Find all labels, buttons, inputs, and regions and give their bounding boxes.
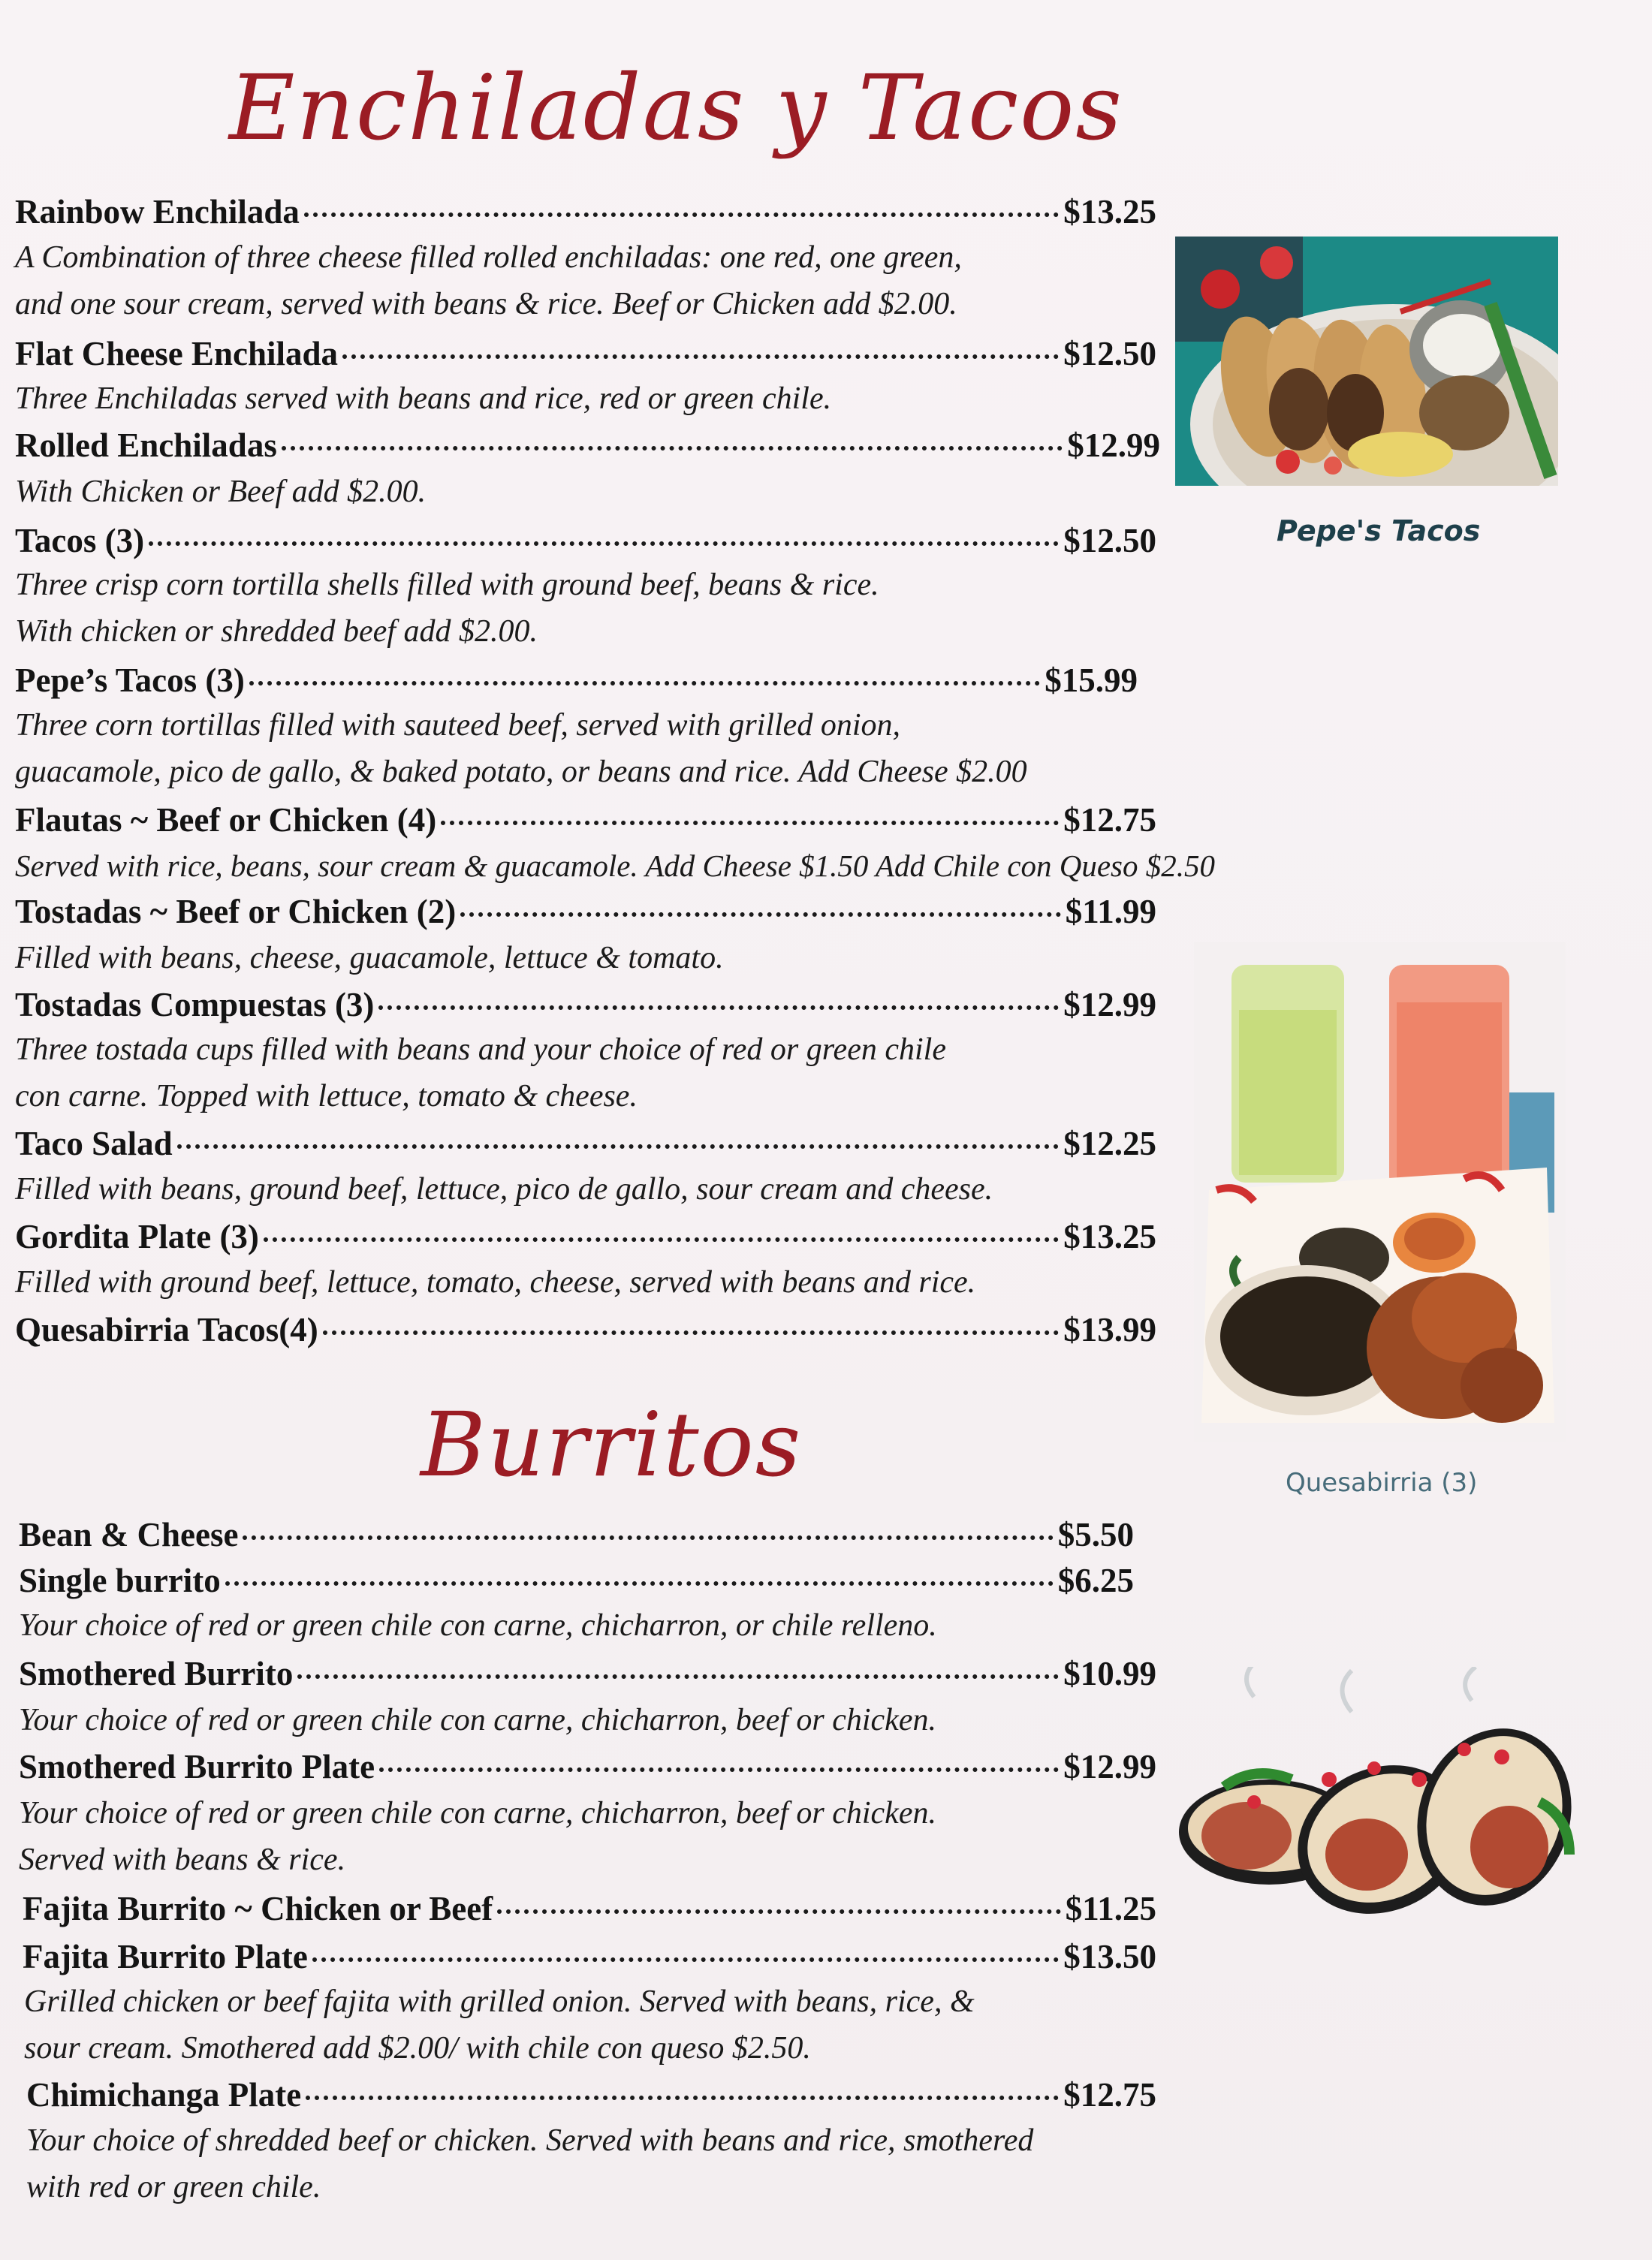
item-price: $12.99 bbox=[1067, 426, 1160, 464]
quesabirria-photo bbox=[1194, 942, 1566, 1442]
menu-item-fajita-burrito-plate bbox=[23, 1936, 1156, 1978]
item-price: $12.99 bbox=[1063, 1748, 1156, 1785]
leader-dots bbox=[497, 1909, 1060, 1914]
section-title-enchiladas: Enchiladas y Tacos bbox=[229, 56, 1123, 161]
menu-item-pepes-tacos bbox=[15, 659, 1138, 701]
item-price: $6.25 bbox=[1057, 1562, 1134, 1599]
item-description: With Chicken or Beef add $2.00. bbox=[15, 475, 427, 509]
leader-dots bbox=[225, 1581, 1054, 1586]
burritos-illustration bbox=[1179, 1667, 1581, 1930]
menu-item-rolled-enchiladas bbox=[15, 424, 1160, 466]
leader-dots bbox=[441, 821, 1059, 825]
item-description: Three corn tortillas filled with sauteed beef, served with grilled onion, bbox=[15, 708, 900, 743]
item-price: $15.99 bbox=[1045, 661, 1138, 699]
item-name: Flautas ~ Beef or Chicken (4) bbox=[15, 801, 437, 839]
item-description: Your choice of shredded beef or chicken. Served with beans and rice, smothered bbox=[26, 2123, 1034, 2158]
menu-item-tacos bbox=[15, 520, 1156, 562]
leader-dots bbox=[460, 912, 1061, 917]
item-name: Single burrito bbox=[19, 1562, 221, 1599]
item-name: Pepe’s Tacos (3) bbox=[15, 661, 245, 699]
quesabirria-illustration bbox=[1194, 942, 1566, 1442]
leader-dots bbox=[149, 541, 1059, 546]
menu-item-quesabirria-tacos bbox=[15, 1309, 1156, 1351]
item-description: and one sour cream, served with beans & rice. Beef or Chicken add $2.00. bbox=[15, 287, 957, 321]
item-name: Chimichanga Plate bbox=[26, 2076, 302, 2114]
item-price: $12.75 bbox=[1063, 801, 1156, 839]
item-name: Rainbow Enchilada bbox=[15, 193, 300, 231]
item-price: $12.99 bbox=[1063, 986, 1156, 1023]
item-description: Filled with beans, cheese, guacamole, lettuce & tomato. bbox=[15, 941, 724, 975]
item-description: con carne. Topped with lettuce, tomato & cheese. bbox=[15, 1079, 638, 1113]
item-price: $11.99 bbox=[1065, 893, 1156, 930]
menu-item-fajita-burrito bbox=[23, 1888, 1156, 1930]
menu-item-tostadas-compuestas bbox=[15, 984, 1156, 1026]
burritos-drawing bbox=[1179, 1667, 1581, 1930]
item-description: Your choice of red or green chile con carne, chicharron, beef or chicken. bbox=[19, 1796, 936, 1831]
leader-dots bbox=[306, 2096, 1059, 2100]
leader-dots bbox=[264, 1237, 1059, 1242]
quesabirria-caption: Quesabirria (3) bbox=[1286, 1468, 1478, 1498]
pepes-tacos-photo bbox=[1175, 237, 1558, 486]
item-price: $12.25 bbox=[1063, 1125, 1156, 1162]
item-price: $10.99 bbox=[1063, 1655, 1156, 1692]
menu-item-rainbow-enchilada bbox=[15, 191, 1156, 233]
item-price: $13.99 bbox=[1063, 1311, 1156, 1348]
item-description: Filled with ground beef, lettuce, tomato, cheese, served with beans and rice. bbox=[15, 1265, 976, 1300]
menu-item-smothered-burrito-plate bbox=[19, 1746, 1156, 1788]
item-price: $13.25 bbox=[1063, 193, 1156, 231]
menu-item-taco-salad bbox=[15, 1122, 1156, 1165]
menu-item-chimichanga-plate bbox=[26, 2074, 1156, 2116]
menu-item-flautas bbox=[15, 799, 1156, 841]
item-price: $13.50 bbox=[1063, 1938, 1156, 1975]
item-name: Rolled Enchiladas bbox=[15, 426, 277, 464]
item-price: $11.25 bbox=[1065, 1890, 1156, 1927]
item-name: Taco Salad bbox=[15, 1125, 173, 1162]
leader-dots bbox=[379, 1767, 1059, 1772]
item-name: Flat Cheese Enchilada bbox=[15, 335, 339, 372]
leader-dots bbox=[243, 1535, 1053, 1540]
menu-item-single-burrito bbox=[19, 1559, 1134, 1602]
pepes-tacos-caption: Pepe's Tacos bbox=[1277, 514, 1481, 547]
item-description: Three tostada cups filled with beans and your choice of red or green chile bbox=[15, 1032, 946, 1067]
item-description: Filled with beans, ground beef, lettuce, pico de gallo, sour cream and cheese. bbox=[15, 1172, 993, 1207]
item-name: Fajita Burrito ~ Chicken or Beef bbox=[23, 1890, 493, 1927]
item-name: Tostadas Compuestas (3) bbox=[15, 986, 375, 1023]
item-price: $5.50 bbox=[1057, 1516, 1134, 1553]
item-description: Three Enchiladas served with beans and rice, red or green chile. bbox=[15, 381, 832, 416]
tacos-plate-illustration bbox=[1175, 237, 1558, 486]
item-name: Fajita Burrito Plate bbox=[23, 1938, 308, 1975]
item-description: Your choice of red or green chile con carne, chicharron, or chile relleno. bbox=[19, 1608, 937, 1643]
leader-dots bbox=[342, 354, 1059, 359]
menu-item-tostadas bbox=[15, 890, 1156, 933]
leader-dots bbox=[177, 1144, 1060, 1149]
item-description: with red or green chile. bbox=[26, 2170, 321, 2204]
item-name: Quesabirria Tacos(4) bbox=[15, 1311, 318, 1348]
leader-dots bbox=[312, 1957, 1059, 1962]
leader-dots bbox=[378, 1005, 1059, 1010]
item-description: A Combination of three cheese filled rolled enchiladas: one red, one green, bbox=[15, 240, 962, 275]
item-description: Served with rice, beans, sour cream & guacamole. Add Cheese $1.50 Add Chile con Queso $2.50 bbox=[15, 848, 1215, 883]
item-description: With chicken or shredded beef add $2.00. bbox=[15, 614, 538, 649]
menu-item-gordita-plate bbox=[15, 1216, 1156, 1258]
item-name: Tacos (3) bbox=[15, 522, 145, 559]
item-price: $13.25 bbox=[1063, 1218, 1156, 1255]
item-description: Three crisp corn tortilla shells filled with ground beef, beans & rice. bbox=[15, 568, 879, 602]
item-description: Your choice of red or green chile con carne, chicharron, beef or chicken. bbox=[19, 1703, 936, 1737]
item-name: Smothered Burrito bbox=[19, 1655, 294, 1692]
item-description: sour cream. Smothered add $2.00/ with chile con queso $2.50. bbox=[24, 2031, 811, 2066]
item-description: Served with beans & rice. bbox=[19, 1843, 346, 1877]
item-price: $12.50 bbox=[1063, 522, 1156, 559]
leader-dots bbox=[282, 446, 1063, 450]
menu-item-bean-cheese bbox=[19, 1514, 1134, 1556]
item-description: guacamole, pico de gallo, & baked potato, or beans and rice. Add Cheese $2.00 bbox=[15, 755, 1027, 789]
item-name: Tostadas ~ Beef or Chicken (2) bbox=[15, 893, 457, 930]
leader-dots bbox=[297, 1674, 1059, 1679]
section-title-burritos: Burritos bbox=[421, 1393, 803, 1496]
menu-item-smothered-burrito bbox=[19, 1653, 1156, 1695]
menu-item-flat-cheese-enchilada bbox=[15, 333, 1156, 375]
leader-dots bbox=[323, 1330, 1059, 1335]
item-description: Grilled chicken or beef fajita with grilled onion. Served with beans, rice, & bbox=[24, 1984, 975, 2019]
item-name: Bean & Cheese bbox=[19, 1516, 239, 1553]
item-price: $12.50 bbox=[1063, 335, 1156, 372]
leader-dots bbox=[249, 681, 1040, 686]
item-price: $12.75 bbox=[1063, 2076, 1156, 2114]
item-name: Smothered Burrito Plate bbox=[19, 1748, 375, 1785]
item-name: Gordita Plate (3) bbox=[15, 1218, 259, 1255]
leader-dots bbox=[304, 212, 1059, 217]
